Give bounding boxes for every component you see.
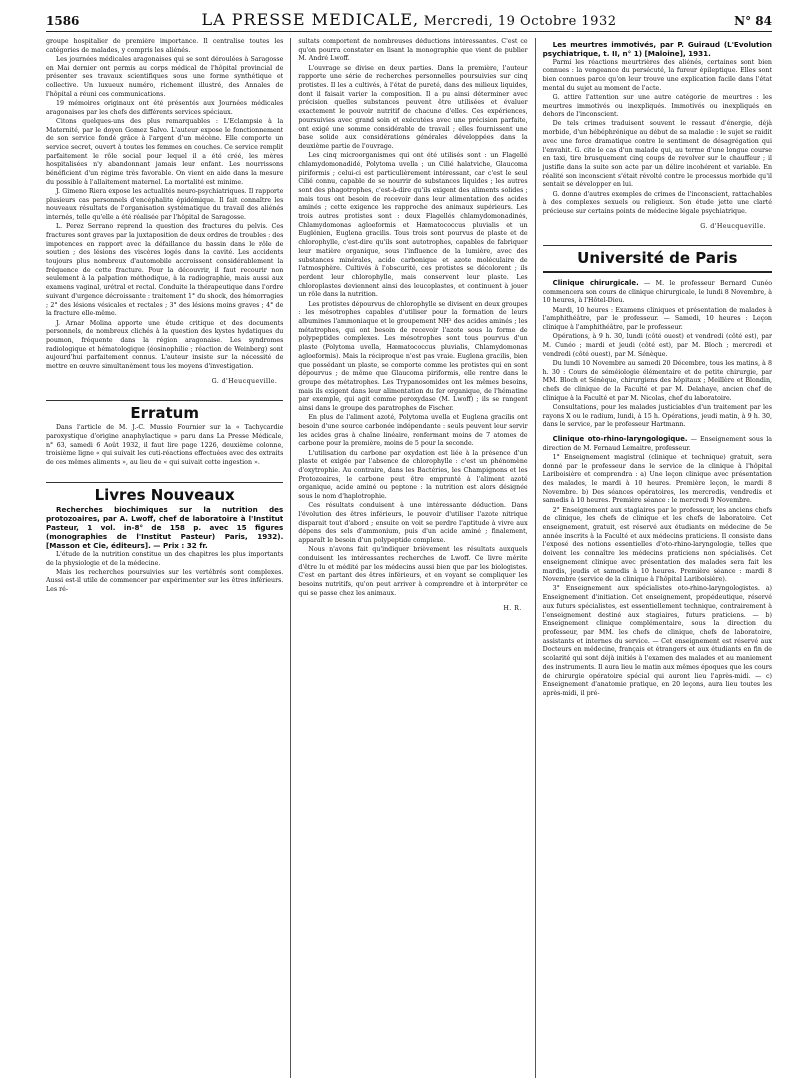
clinic-paragraph: Opérations, à 9 h. 30, lundi (côté ouest) et vendredi (côté est), par M. Cunéo ; mardi et jeudi (côté est), par M. Bloch ; mercredi et vendredi (côté ouest), par M. Sénèque. [542,333,772,358]
clinic-intro: — Enseignement sous la direction de M. Fernaud Lemaitre, professeur. [542,436,772,452]
section-divider [543,245,772,246]
issue-number: N° 84 [734,14,772,28]
university-heading: Université de Paris [577,249,738,268]
clinic-paragraph: Mardi, 10 heures : Examens cliniques et présentation de malades à l'amphithéâtre, par le professeur. — Samedi, 10 heures : Leçon clinique à l'amphithéâtre, par le professeur. [542,306,772,332]
article-paragraph: De tels crimes traduisent souvent le ressaut d'énergie, déjà morbide, d'un hébéphrénique au début de sa maladie : le sujet se raidit avec une force dramatique contre le sentiment de désagrégation qui l'envahit. G. cite le cas d'un malade qui, au terme d'une longue course en taxi, tire brusquement cinq coups de revolver sur le chauffeur ; il justifie dans la suite son acte par un délire incohérent et variable. En réalité son inconscient s'était révolté contre le processus morbide qu'il sentait se développer en lui. [542,120,772,189]
column-1 [46,38,283,1078]
issue-date: Mercredi, 19 Octobre 1932 [423,14,617,29]
author-signature: G. d'Heucqueville. [211,377,278,385]
section-divider [46,400,283,401]
book-review-paragraph: L'étude de la nutrition constitue un des chapitres les plus importants de la physiologie et de la médecine. [46,550,284,567]
heading-underline [543,271,772,273]
article-paragraph: J. Arnar Molina apporte une étude critique et des documents personnels, de nombreux clichés à la question des kystes hydatiques du poumon, fréquente dans la région aragonaise. Les syndromes radiologique et hématologique (éosinophilie ; réaction de Weinberg) sont aujourd'hui parfaitement connus. L'auteur insiste sur la nécessité de mettre en œuvre simultanément tous les moyens d'investigation. [46,319,284,371]
article-paragraph: sultats comportent de nombreuses déductions intéressantes. C'est ce qu'on pourra constater en lisant la monographie que vient de publier M. André Lwoff. [298,38,528,63]
erratum-text: Dans l'article de M. J.-C. Mussio Fournier sur la « Tachycardie paroxystique d'origine anaphylactique » paru dans La Presse Médicale, n° 63, samedi 6 Août 1932, il faut lire page 1226, deuxième colonne, troisième ligne « qui suivait les cuti-réactions effectuées avec des extraits de ces mêmes aliments », au lieu de « qui suivait cette ingestion ». [46,424,284,466]
article-paragraph: G. donne d'autres exemples de crimes de l'inconscient, rattachables à des complexes sexuels ou religieux. Son étude jette une clarté précieuse sur certains points de médecine légale psychiatrique. [542,190,772,215]
page-number: 1586 [46,14,80,28]
article-paragraph: groupe hospitalier de première importance. Il centralise toutes les catégories de malades, y compris les aliénés. [46,38,284,54]
column-3 [535,38,772,1078]
clinic-notice [543,435,772,453]
article-paragraph: 19 mémoires originaux ont été présentés aux Journées médicales aragonaises par les chefs des différents services spéciaux. [46,99,284,116]
article-paragraph: L. Perez Serrano reprend la question des fractures du pelvis. Ces fractures sont graves par la juxtaposition de deux ordres de troubles : des impotences en rapport avec la défaillance du bassin dans le rôle de soutien ; des lésions des viscères logés dans la cavité. Les accidents toujours plus nombreux d'automobile accroissent considérablement la fréquence de cette fracture. Pour la découvrir, il faut recourir non seulement à la palpation méthodique, à la radiographie, mais aussi aux examens vaginal, urétral et rectal. Conduite la thérapeutique dans l'ordre suivant d'urgence décroissante : traitement 1° du shock, des hémorragies ; 2° des lésions vésicales et rectales ; 3° des lésions moins graves ; 4° de la fracture elle-même. [46,223,284,318]
author-signature: H. R. [503,604,522,612]
article-paragraph: Parmi les réactions meurtrières des aliénés, certaines sont bien connues : la vengeance du persécuté, la fureur épileptique. Elles sont bien connues parce qu'on leur trouve une explication facile dans l'état mental du sujet au moment de l'acte. [542,58,772,92]
journal-masthead [202,10,617,29]
article-paragraph: L'utilisation du carbone par oxydation est liée à la présence d'un plaste et exigée par l'absence de chlorophylle : c'est un phénomène d'oxytrophie. Au contraire, dans les Bactéries, les Champignons et les Protozoaires, le carbone peut être emprunté à l'aliment azoté organique, acide aminé ou peptone : la nutrition est alors désignée sous le nom d'haplotrophie. [298,449,528,501]
clinic-paragraph: Du lundi 10 Novembre au samedi 20 Décembre, tous les matins, à 8 h. 30 : Cours de séméiologie élémentaire et de petite chirurgie, par MM. Bloch et Sénèque, chirurgiens des hôpitaux ; Meillère et Blondin, chefs de clinique de la Faculté et par M. Delahaye, ancien chef de clinique à la Faculté et par M. Nicolas, chef du laboratoire. [542,359,772,402]
book-review-lead: Les meurtres immotivés, par P. Guiraud (L'Evolution psychiatrique, t. II, n° 1) [Maloine], 1931. [542,40,772,58]
section-divider [46,482,283,483]
article-paragraph: Nous n'avons fait qu'indiquer brièvement les résultats auxquels conduisent les intéressantes recherches de Lwoff. Ce livre mérite d'être lu et médité par les médecins aussi bien que par les biologistes. C'est en partant des êtres inférieurs, et en voyant se compliquer les besoins nutritifs, qu'on peut arriver à comprendre et à interpréter ce qui se passe chez les animaux. [298,546,528,597]
article-paragraph: J. Gimeno Riera expose les actualités neuro-psychiatriques. Il rapporte plusieurs cas personnels d'encéphalite épidémique. Il fait connaître les nouveaux résultats de l'organisation systématique du travail des aliénés internés, telle qu'elle a été réalisée par l'hôpital de Saragosse. [46,187,284,222]
author-signature: G. d'Heucqueville. [700,222,766,230]
clinic-notice [543,279,772,306]
journal-title: LA PRESSE MEDICALE, [201,10,420,29]
columns [46,38,772,1078]
column-2 [290,38,527,1078]
article-paragraph: En plus de l'aliment azoté, Polytoma uvella et Euglena gracilis ont besoin d'une source carbonée indépendante : seuls peuvent leur servir les acides gras à chaîne linéaire, renfermant moins de 7 atomes de carbone pour la première, moins de 5 pour la seconde. [298,414,528,448]
clinic-title: Clinique oto-rhino-laryngologique. [552,435,688,444]
book-review-paragraph: Mais les recherches poursuivies sur les vertébrés sont complexes. Aussi est-il utile de commencer par expérimenter sur les êtres inférieurs. Les ré- [46,568,284,594]
article-paragraph: Les journées médicales aragonaises qui se sont déroulées à Saragosse en Mai dernier ont permis au corps médical de l'hôpital provincial de présenter ses travaux scientifiques sous une forme synthétique et collective. Un luxueux numéro, richement illustré, des Annales de l'hôpital a réuni ces communications. [46,55,284,98]
clinic-paragraph: 3° Enseignement aux spécialistes oto-rhino-laryngologistes. a) Enseignement d'initiation. Cet enseignement, propédeutique, réservé aux futurs spécialistes, est essentiellement technique, contrairement à l'enseignement destiné aux stagiaires, futurs praticiens. — b) Enseignement clinique complémentaire, sous la direction du professeur, par MM. les chefs de clinique, chefs de laboratoire, assistants et internes du service. — Cet enseignement est réservé aux Docteurs en médecine, français et étrangers et aux étudiants en fin de scolarité qui sont déjà initiés à l'examen des malades et au maniement des instruments. Il aura lieu le matin aux mêmes époques que les cours de chirurgie opératoire spécial qui auront lieu l'après-midi. — c) Enseignement d'anatomie pratique, en 20 leçons, aura lieu toutes les après-midi, il pré- [542,585,772,697]
article-paragraph: Citons quelques-uns des plus remarquables : L'Eclampsie à la Maternité, par le doyen Gomez Salvo. L'auteur expose le fonctionnement de son service fondé grâce à l'argent d'un mécène. Elle comporte un service secret, ouvert à toutes les femmes en couches. Ce service remplit parfaitement le rôle social pour lequel il a été créé, les mères hospitalisées n'y abandonnant jamais leur enfant. Les nourrissons bénéficient d'un régime très favorable. On vient en aide dans la mesure du possible à l'allaitement maternel. La mortalité est minime. [46,117,284,186]
erratum-heading: Erratum [130,404,199,423]
article-paragraph: Les protistes dépourvus de chlorophylle se divisent en deux groupes : les mésotrophes capables d'utiliser pour la formation de leurs albumines l'ammoniaque et le groupement NH² des acides aminés ; les métatrophes, qui ont besoin de recevoir l'azote sous la forme de polypeptides complexes. Les mésotrophes sont tous pourvus d'un plaste (Polytoma uvella, Hæmatococcus pluvialis, Chlamydomonas agloeformis). Mais la réciproque n'est pas vraie. Euglena gracilis, bien que possédant un plaste, se comporte comme les protistes qui en sont dépourvus ; de même que Glaucoma piriformis, elle rentre dans le groupe des métatrophes. Les Trypanosomides ont les mêmes besoins, mais ils exigent dans leur alimentation du fer organique, de l'hématine par exemple, qui agit comme peroxydase (M. Lwoff) ; ils se rangent ainsi dans le groupe des paratrophes de Fischer. [298,300,528,413]
clinic-intro: — M. le professeur Bernard Cunéo commencera son cours de clinique chirurgicale, le lundi 8 Novembre, à 10 heures, à l'Hôtel-Dieu. [542,280,772,305]
book-review-lead: Recherches biochimiques sur la nutrition des protozoaires, par A. Lwoff, chef de laboratoire à l'Institut Pasteur, 1 vol. in-8° de 158 p. avec 15 figures (monographies de l'Institut Pasteur) Paris, 1932). [Masson et Cie, éditeurs]. — Prix : 32 fr. [46,505,284,551]
clinic-paragraph: 1° Enseignement magistral (clinique et technique) gratuit, sera donné par le professeur dans le service de la clinique à l'hôpital Lariboisière et comprendra : a) Une leçon clinique avec présentation des malades, le mardi à 10 heures. Première leçon, le mardi 8 Novembre. b) Des séances opératoires, les mercredis, vendredis et samedis à 10 heures. Première séance : le mercredi 9 Novembre. [542,453,772,505]
clinic-paragraph: Consultations, pour les malades justiciables d'un traitement par les rayons X ou le radium, lundi, à 15 h. Opérations, jeudi matin, à 9 h. 30, dans le service, par le professeur Hartmann. [542,403,772,429]
clinic-paragraph: 2° Enseignement aux stagiaires par le professeur, les anciens chefs de clinique, les chefs de clinique et les chefs de laboratoire. Cet enseignement, gratuit, est réservé aux étudiants en médecine de 5e année inscrits à la Faculté et aux médecins praticiens. Il consiste dans l'exposé des notions essentielles d'oto-rhino-laryngologie, telles que doivent les connaître les médecins praticiens non spécialisés. Cet enseignement clinique avec présentation des malades sera fait les mardis, jeudis et samedis à 10 heures. Première séance : mardi 8 Novembre (service de la clinique à l'hôpital Lariboisière). [542,506,772,584]
article-paragraph: G. attire l'attention sur une autre catégorie de meurtres : les meurtres immotivés ou inexpliqués. Immotivés ou inexpliqués en dehors de l'inconscient. [542,93,772,119]
page-header [46,10,772,32]
article-paragraph: Ces résultats conduisent à une intéressante déduction. Dans l'évolution des êtres inférieurs, le pouvoir d'utiliser l'azote nitrique disparait tout d'abord ; ensuite on voit se perdre l'aptitude à vivre aux dépens des sels d'ammonium, puis d'un acide aminé ; finalement, apparaît le besoin d'un polypeptide complexe. [298,502,528,545]
clinic-title: Clinique chirurgicale. [552,279,639,288]
article-paragraph: L'ouvrage se divise en deux parties. Dans la première, l'auteur rapporte une série de recherches personnelles poursuivies sur cinq protistes. Il les a cultivés, à l'état de pureté, dans des milieux liquides, dont il faisait varier la composition. Il a pu ainsi déterminer avec précision quelles substances peuvent être utilisées et évaluer exactement le pouvoir nutritif de chacune d'elles. Ces expériences, poursuivies avec grand soin et exécutées avec une précision parfaite, ont exigé une somme considérable de travail ; elles fournissent une base solide aux considérations générales développées dans la deuxième partie de l'ouvrage. [298,64,528,150]
article-paragraph: Les cinq microorganismes qui ont été utilisés sont : un Flagellé chlamydomonadidé, Polytoma uvella ; un Cilié halatviche, Glaucoma piriformis ; celui-ci est particulièrement intéressant, car c'est le seul Cilié connu, capable de se nourrir de substances liquides ; les autres sont des phagotrophes, c'est-à-dire qu'ils exigent des aliments solides ; mais tous ont besoin de recevoir dans leur alimentation des acides aminés ; cette exigence les rapproche des animaux supérieurs. Les trois autres protistes sont : deux Flagellés chlamydomonadinés, Chlamydomonas agloeformis et Hæmatococcus pluvialis et un Euglénien, Euglena gracilis. Tous trois sont pourvus de plaste et de chlorophylle, c'est-dire qu'ils sont autotrophes, capables de fabriquer leur matière organique, sous l'influence de la lumière, avec des substances minérales, acide carbonique et azote moléculaire de l'atmosphère. Cultivés à l'obscurité, ces protistes se décolorent ; ils perdent leur chlorophylle, mais conservent leur plaste. Les chloroplastes deviennent ainsi des leucoplastes, et continuent à jouer un rôle dans la nutrition. [298,152,528,299]
books-heading: Livres Nouveaux [94,485,235,504]
